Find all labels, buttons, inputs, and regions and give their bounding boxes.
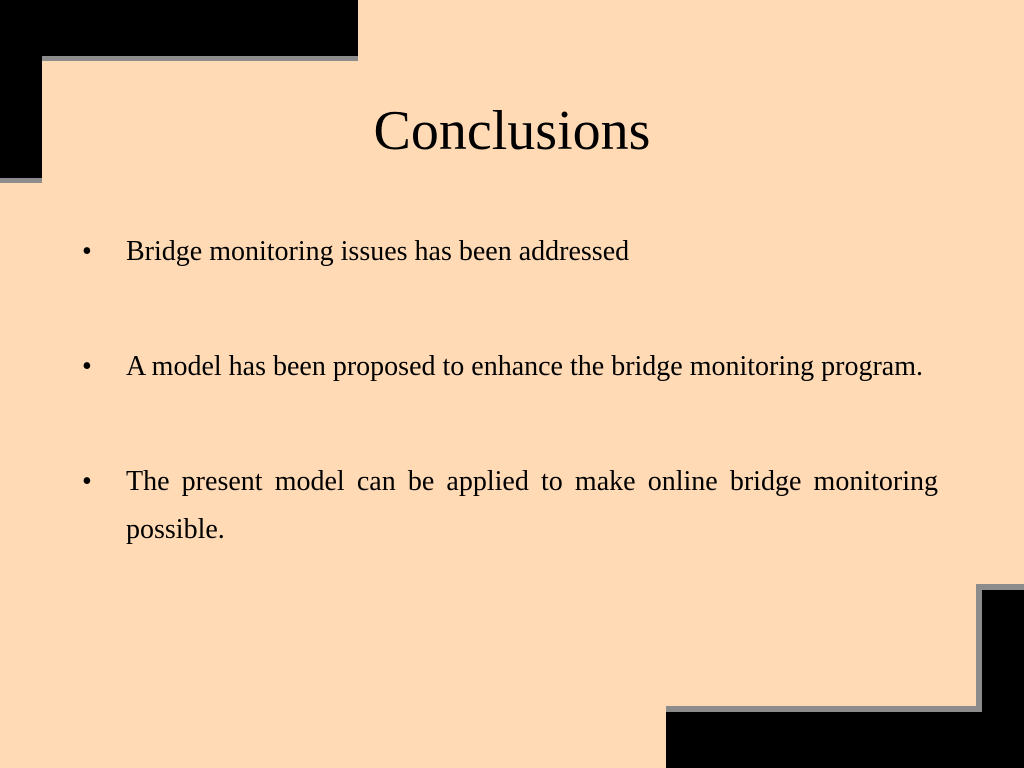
bullet-item: [82, 228, 938, 276]
slide-title: Conclusions: [373, 100, 651, 162]
bullet-marker: •: [82, 351, 92, 382]
top-left-frame-bar: [0, 0, 358, 56]
bottom-right-frame-bar: [666, 712, 1024, 768]
bullet-list: [82, 228, 938, 554]
bullet-marker: •: [82, 236, 92, 267]
bullet-text: The present model can be applied to make online bridge monitoring possible.: [126, 466, 938, 545]
bottom-right-frame-shadow-h: [666, 706, 982, 712]
bottom-right-frame-shadow-v: [982, 584, 1024, 590]
top-left-frame-shadow-h: [42, 56, 358, 61]
bullet-text: A model has been proposed to enhance the bridge monitoring program.: [126, 351, 924, 382]
bullet-item: [82, 458, 938, 554]
bullet-text: Bridge monitoring issues has been addressed: [126, 236, 630, 267]
top-left-frame-shadow-v: [0, 178, 42, 183]
bottom-right-frame-shadow-corner: [976, 584, 982, 712]
bullet-marker: •: [82, 466, 92, 497]
bottom-right-frame-corner: [982, 590, 1024, 768]
bullet-item: [82, 343, 938, 391]
